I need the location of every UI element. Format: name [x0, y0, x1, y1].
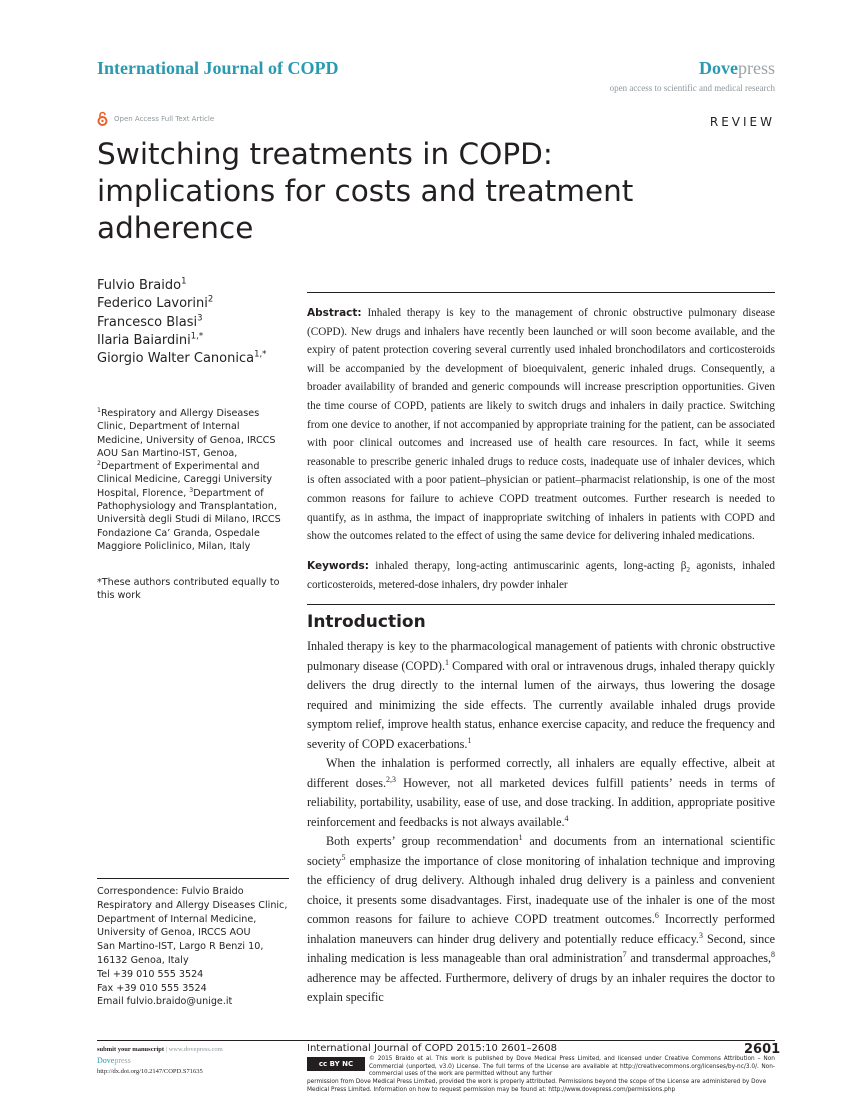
correspondence-block: Correspondence: Fulvio Braido Respiratory and Allergy Diseases Clinic, Department of Internal Medicine, University of Genoa, IRCCS AOU San Martino-IST, Largo R Benzi 10, 16132 Genoa, Italy Tel +39 010 555 3524 Fax +39 010 555 3524 Email fulvio.braido@unige.it: [97, 878, 289, 1009]
article-type: REVIEW: [709, 115, 775, 129]
doi-link[interactable]: http://dx.doi.org/10.2147/COPD.S71635: [97, 1068, 203, 1075]
abstract-top-rule: [307, 292, 775, 293]
article-title: Switching treatments in COPD: implications for costs and treatment adherence: [97, 137, 634, 245]
license-text: © 2015 Braido et al. This work is published by Dove Medical Press Limited, and licensed under Creative Commons Attribution – Non Commercial (unported, v3.0) License. The full terms of the License are available at http://creativecommons.org/licenses/by-nc/3.0/. Non-commercial uses of the work are permitted without any further: [369, 1056, 775, 1078]
author[interactable]: Francesco Blasi$^3$: [97, 312, 203, 330]
footer-rule: [97, 1040, 775, 1041]
equal-contribution-note: *These authors contributed equally to this work: [97, 577, 280, 602]
intro-top-rule: [307, 604, 775, 605]
abstract-text: Inhaled therapy is key to the management of chronic obstructive pulmonary disease (COPD). New drugs and inhalers have recently been launched or will soon become available, and the expiry of patent protection covering several currently used inhaled bronchodilators and corticosteroids will be accompanied by the development of bioequivalent, generic inhaled drugs. Consequently, a broader availability of branded and generic compounds will increase prescription opportunities. Given the time course of COPD, patients are likely to switch drugs and inhalers in daily practice. Switching from one device to another, if not accompanied by appropriate training for the patient, can be associated with poor clinical outcomes and increased use of health care resources. In fact, while it seems reasonable to prescribe generic inhaled drugs to reduce costs, inadequate use of inhaler devices, which is often associated with a poor patient–physician or patient–pharmacist relationship, is one of the most common reasons for failure to achieve COPD treatment outcomes. Further research is needed to quantify, as in asthma, the impact of inappropriate switching of inhalers in patients with COPD and show the outcomes related to the effect of using the same device for delivering inhaled medications.: [307, 307, 776, 543]
keywords: Keywords: inhaled therapy, long-acting antimuscarinic agents, long-acting $\beta_2$ agonists, inhaled corticosteroids, metered-dose inhalers, dry powder inhaler: [307, 560, 776, 591]
author[interactable]: Fulvio Braido$^1$: [97, 275, 187, 293]
page-number: 2601: [744, 1042, 781, 1057]
citation-line: International Journal of COPD 2015:10 2601–2608: [307, 1043, 557, 1054]
journal-title[interactable]: International Journal of COPD: [97, 58, 339, 78]
license-text-continued: permission from Dove Medical Press Limited, provided the work is properly attributed. Permissions beyond the scope of the License are administered by Dove Medical Press Limited. Information on how to request permission may be found at: http://www.dovepress.com/permissions.php: [307, 1079, 767, 1093]
introduction-body: [307, 637, 775, 1008]
publisher-logo[interactable]: [699, 58, 775, 79]
author[interactable]: Federico Lavorini$^2$: [97, 293, 214, 312]
author[interactable]: Giorgio Walter Canonica$^{1,*}$: [97, 348, 267, 367]
affiliations: $^1$Respiratory and Allergy Diseases Clinic, Department of Internal Medicine, University of Genoa, IRCCS AOU San Martino-IST, Genoa, $^2$Department of Experimental and Clinical Medicine, Careggi University Hospital, Florence, $^3$Department of Pathophysiology and Transplantation, Università degli Studi di Milano, IRCCS Fondazione Ca’ Granda, Ospedale Maggiore Policlinico, Milan, Italy: [97, 406, 281, 552]
publisher-dove: Dove: [699, 58, 738, 78]
open-access-label: [97, 111, 214, 126]
cc-license-icon[interactable]: cc BY NC: [307, 1057, 365, 1071]
paragraph: Both experts’ group recommendation$^1$ and documents from an international scientific society$^5$ emphasize the importance of close monitoring of inhalation technique and improving the efficiency of drug delivery. Although inhaled drug delivery is a painless and convenient choice, it presents some disadvantages. First, inadequate use of the inhaler is one of the most common reasons for failure to achieve COPD treatment outcomes.$^6$ Incorrectly performed inhalation maneuvers can hinder drug delivery and potentially reduce efficacy.$^3$ Second, since inhaling medication is less manageable than oral administration$^7$ and transdermal approaches,$^8$ adherence may be affected. Furthermore, delivery of drugs by an inhaler requires the doctor to explain specific: [307, 832, 776, 1004]
correspondence-email[interactable]: Email fulvio.braido@unige.it: [97, 996, 233, 1008]
open-access-text: Open Access Full Text Article: [114, 114, 215, 123]
footer-left: submit your manuscript | www.dovepress.com Dovepress http://dx.doi.org/10.2147/COPD.S71635: [97, 1046, 223, 1075]
publisher-tagline: open access to scientific and medical research: [609, 83, 775, 93]
author-list: [97, 277, 297, 368]
open-access-lock-icon: [97, 111, 108, 126]
paragraph: Inhaled therapy is key to the pharmacological management of patients with chronic obstructive pulmonary disease (COPD).$^1$ Compared with oral or intravenous drugs, inhaled therapy quickly delivers the drug directly to the internal lumen of the airways, thus lowering the dosage required and minimizing the side effects. The currently available inhaled drugs provide symptom relief, improve health status, enhance exercise capacity, and reduce the frequency and severity of COPD exacerbations.$^1$: [307, 639, 776, 751]
section-heading-introduction: Introduction: [307, 612, 426, 632]
submit-manuscript-link[interactable]: submit your manuscript: [97, 1046, 165, 1053]
author[interactable]: Ilaria Baiardini$^{1,*}$: [97, 330, 204, 348]
footer-dove[interactable]: Dove: [97, 1056, 115, 1065]
publisher-press: press: [738, 58, 775, 78]
paragraph: When the inhalation is performed correctly, all inhalers are equally effective, albeit at different doses.$^{2,3}$ However, not all marketed devices fulfill patients’ needs in terms of reliability, portability, usability, ease of use, and dose tracking. In addition, appropriate positive reinforcement and feedbacks is not always available.$^4$: [307, 756, 775, 829]
abstract: Abstract: Inhaled therapy is key to the management of chronic obstructive pulmonary disease (COPD). New drugs and inhalers have recently been launched or will soon become available, and the expiry of patent protection covering several currently used inhaled bronchodilators and corticosteroids will be accompanied by the development of bioequivalent, generic inhaled drugs. Consequently, a broader availability of branded and generic compounds will increase prescription opportunities. Given the time course of COPD, patients are likely to switch drugs and inhalers in daily practice. Switching from one device to another, if not accompanied by appropriate training for the patient, can be associated with poor clinical outcomes and increased use of health care resources. In fact, while it seems reasonable to prescribe generic inhaled drugs to reduce costs, inadequate use of inhaler devices, which is often associated with a poor patient–physician or patient–pharmacist relationship, is one of the most common reasons for failure to achieve COPD treatment outcomes. Further research is needed to quantify, as in asthma, the impact of inappropriate switching of inhalers in patients with COPD and show the outcomes related to the effect of using the same device for delivering inhaled medications.: [307, 307, 776, 543]
